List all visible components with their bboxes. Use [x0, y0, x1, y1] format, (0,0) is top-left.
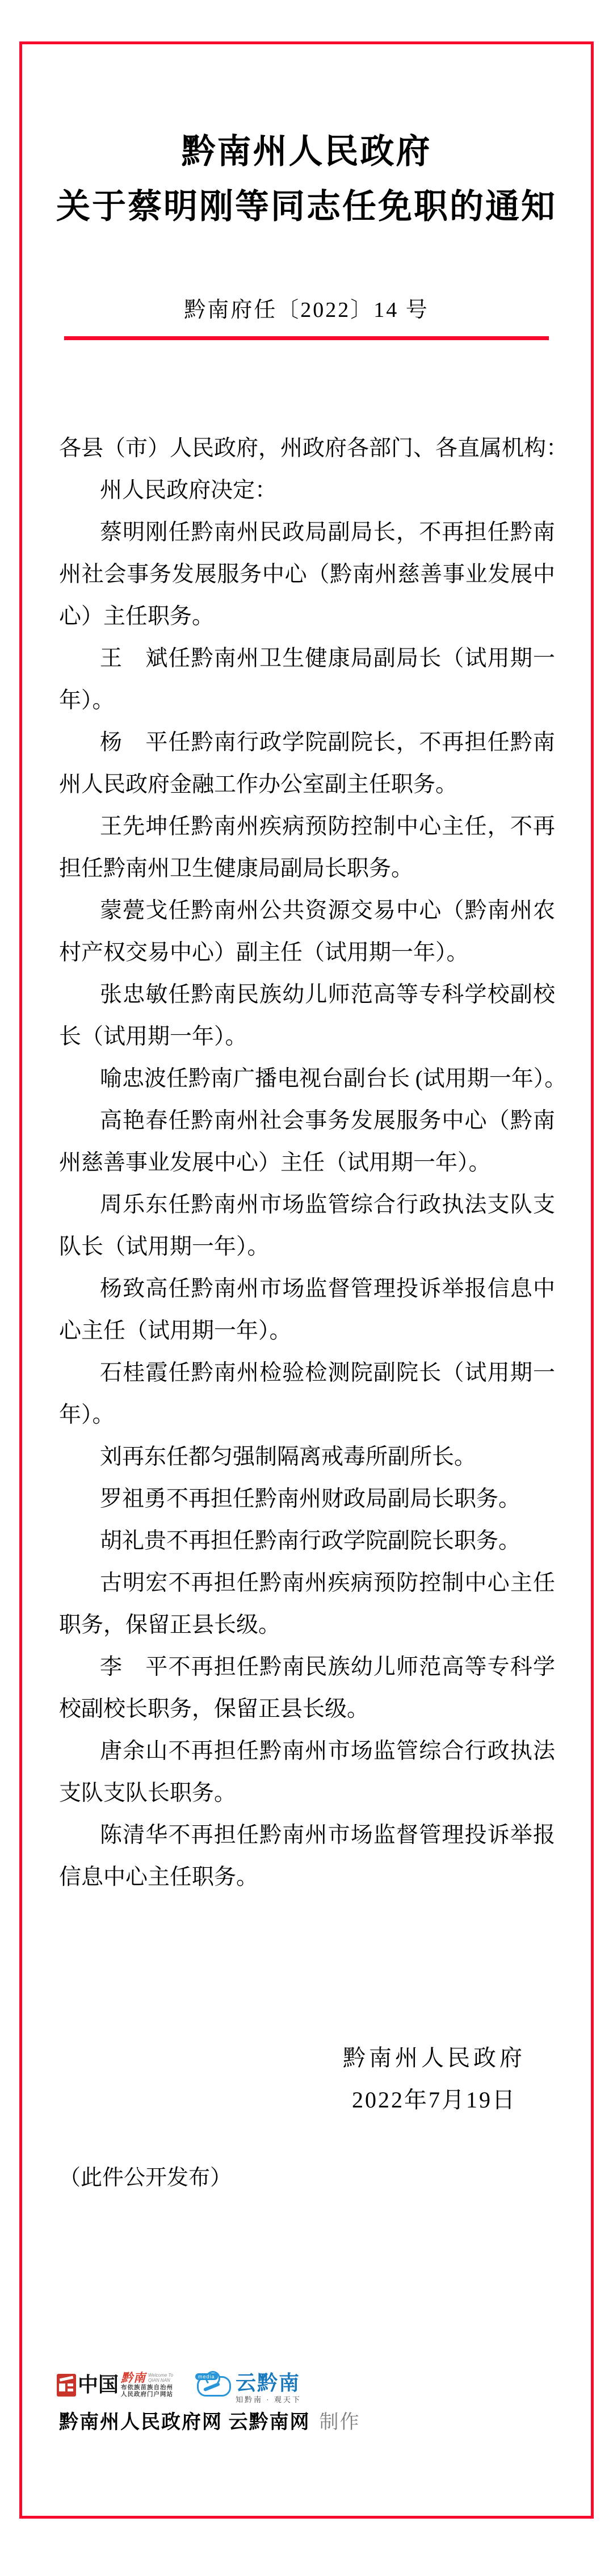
appointment-item: 喻忠波任黔南广播电视台副台长 (试用期一年）。 — [100, 1067, 567, 1091]
qiannan-gov-portal-logo — [57, 2372, 173, 2398]
cloud-icon — [197, 2376, 231, 2397]
public-release-note: （此件公开发布） — [59, 2166, 232, 2190]
appointment-item: 王 斌任黔南州卫生健康局副局长（试用期一年）。 — [59, 646, 555, 713]
document-body — [59, 428, 569, 1898]
appointment-item: 罗祖勇不再担任黔南州财政局副局长职务。 — [100, 1487, 521, 1511]
decision-intro-line: 州人民政府决定： — [100, 478, 278, 503]
appointment-item: 蒙甍戈任黔南州公共资源交易中心（黔南州农村产权交易中心）副主任（试用期一年）。 — [59, 898, 555, 965]
footer-logos — [57, 2372, 301, 2404]
appointment-item: 张忠敏任黔南民族幼儿师范高等专科学校副校长（试用期一年）。 — [59, 982, 555, 1049]
appointment-item: 刘再东任都匀强制隔离戒毒所副所长。 — [100, 1445, 477, 1469]
signature-date: 2022年7月19日 — [352, 2087, 517, 2113]
media-label: media — [195, 2373, 218, 2380]
appointment-item: 蔡明刚任黔南州民政局副局长，不再担任黔南州社会事务发展服务中心（黔南州慈善事业发展中心）主任职务。 — [59, 520, 555, 629]
red-separator-rule — [64, 336, 549, 340]
appointment-item: 杨致高任黔南州市场监督管理投诉举报信息中心主任（试用期一年）。 — [59, 1277, 555, 1343]
signature-block — [321, 2037, 548, 2121]
appointment-item: 李 平不再担任黔南民族幼儿师范高等专科学校副校长职务，保留正县长级。 — [59, 1655, 555, 1721]
appointment-item: 杨 平任黔南行政学院副院长，不再担任黔南州人民政府金融工作办公室副主任职务。 — [59, 730, 555, 797]
document-number: 黔南府任〔2022〕14 号 — [184, 298, 429, 322]
production-suffix: 制作 — [319, 2412, 360, 2433]
appointment-item: 胡礼贵不再担任黔南行政学院副院长职务。 — [100, 1529, 521, 1553]
appointment-item: 陈清华不再担任黔南州市场监督管理投诉举报信息中心主任职务。 — [59, 1823, 555, 1889]
appointment-item: 高艳春任黔南州社会事务发展服务中心（黔南州慈善事业发展中心）主任（试用期一年）。 — [59, 1109, 555, 1175]
media-tagline: 知黔南 · 观天下 — [236, 2395, 301, 2404]
logo-site-line1: 布依族苗族自治州 — [121, 2384, 174, 2391]
appointment-item: 周乐东任黔南州市场监管综合行政执法支队支队长（试用期一年）。 — [59, 1193, 555, 1259]
document-title-block — [0, 124, 613, 234]
logo-welcome-text: Welcome To QIAN NAN — [148, 2373, 174, 2383]
notice-title: 关于蔡明刚等同志任免职的通知 — [56, 187, 557, 225]
logo-site-line2: 人民政府门户网站 — [121, 2391, 174, 2398]
appointment-item: 石桂霞任黔南州检验检测院副院长（试用期一年）。 — [59, 1361, 555, 1427]
issuing-agency-title: 黔南州人民政府 — [181, 132, 432, 170]
gov-seal-icon — [57, 2374, 76, 2397]
appointment-item: 古明宏不再担任黔南州疾病预防控制中心主任职务，保留正县长级。 — [59, 1571, 555, 1637]
production-sites: 黔南州人民政府网 云黔南网 — [59, 2412, 310, 2433]
appointment-item: 唐余山不再担任黔南州市场监管综合行政执法支队支队长职务。 — [59, 1739, 555, 1805]
logo-country-text: 中国 — [78, 2373, 119, 2396]
appointment-item: 王先坤任黔南州疾病预防控制中心主任，不再担任黔南州卫生健康局副局长职务。 — [59, 814, 555, 881]
signer-name: 黔南州人民政府 — [343, 2045, 526, 2071]
yun-qiannan-logo — [197, 2372, 301, 2404]
salutation-line: 各县（市）人民政府，州政府各部门、各直属机构： — [59, 436, 569, 461]
production-credit — [59, 2411, 360, 2434]
media-site-name: 云黔南 — [236, 2371, 301, 2394]
logo-region-script: 黔南 — [121, 2371, 146, 2385]
